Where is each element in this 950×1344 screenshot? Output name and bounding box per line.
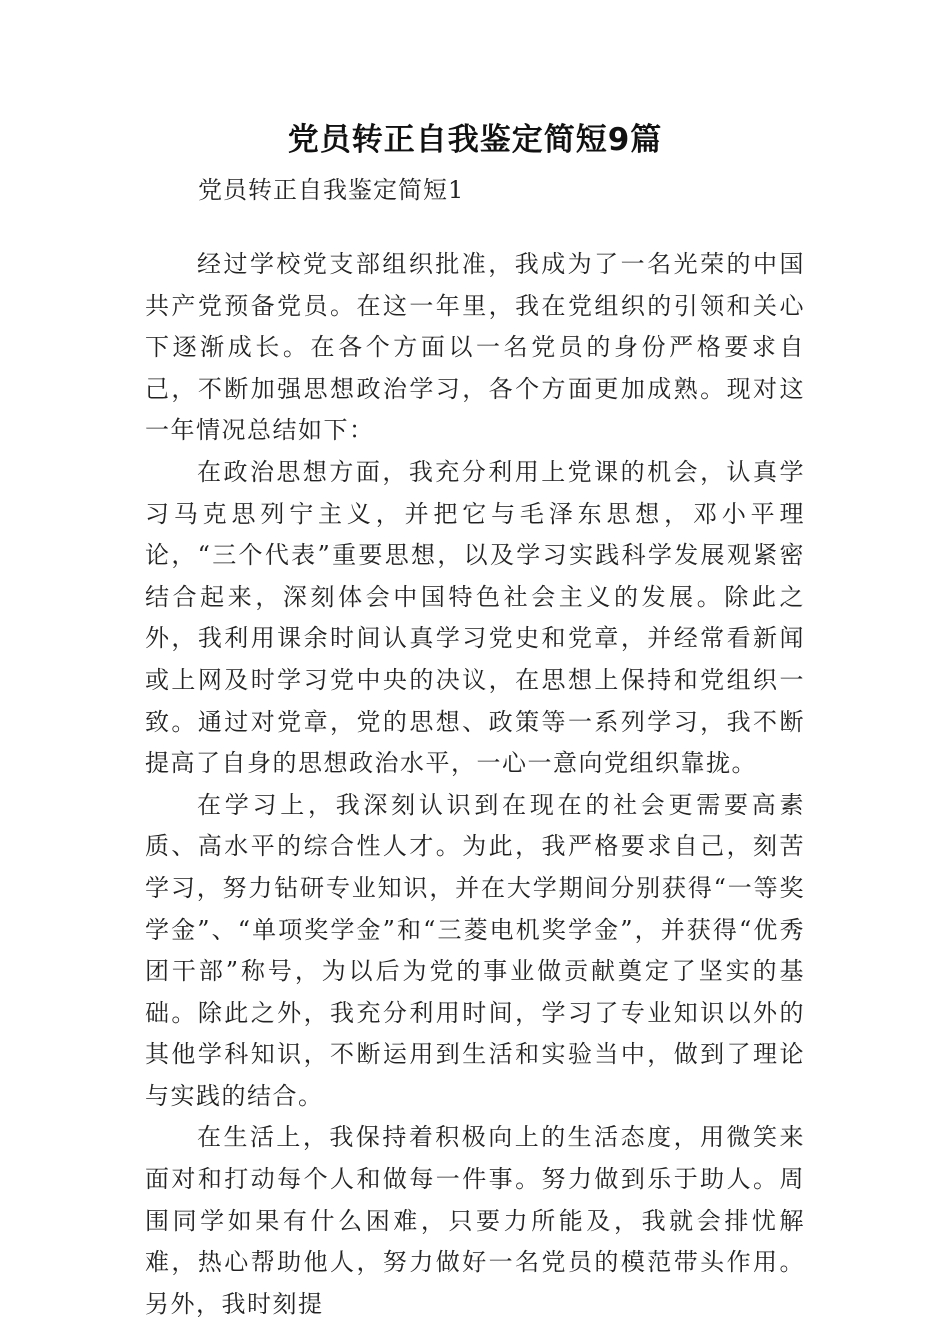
body-paragraph: 在生活上，我保持着积极向上的生活态度，用微笑来面对和打动每个人和做每一件事。努力做到乐于助人。周围同学如果有什么困难，只要力所能及，我就会排忧解难，热心帮助他人，努力做好一名党员的模范带头作用。另外，我时刻提: [145, 1123, 805, 1318]
body-paragraph: 在政治思想方面，我充分利用上党课的机会，认真学习马克思列宁主义，并把它与毛泽东思想，邓小平理论，“三个代表”重要思想，以及学习实践科学发展观紧密结合起来，深刻体会中国特色社会主义的发展。除此之外，我利用课余时间认真学习党史和党章，并经常看新闻或上网及时学习党中央的决议，在思想上保持和党组织一致。通过对党章，党的思想、政策等一系列学习，我不断提高了自身的思想政治水平，一心一意向党组织靠拢。: [145, 457, 805, 778]
body-paragraph: 经过学校党支部组织批准，我成为了一名光荣的中国共产党预备党员。在这一年里，我在党组织的引领和关心下逐渐成长。在各个方面以一名党员的身份严格要求自己，不断加强思想政治学习，各个方面更加成熟。现对这一年情况总结如下：: [145, 250, 805, 445]
document-body: [145, 244, 805, 1325]
body-paragraph: 在学习上，我深刻认识到在现在的社会更需要高素质、高水平的综合性人才。为此，我严格要求自己，刻苦学习，努力钻研专业知识，并在大学期间分别获得“一等奖学金”、“单项奖学金”和“三菱电机奖学金”，并获得“优秀团干部”称号，为以后为党的事业做贡献奠定了坚实的基础。除此之外，我充分利用时间，学习了专业知识以外的其他学科知识，不断运用到生活和实验当中，做到了理论与实践的结合。: [145, 790, 805, 1110]
document-title: 党员转正自我鉴定简短9篇: [287, 122, 663, 158]
section-heading: 党员转正自我鉴定简短1: [198, 176, 465, 204]
